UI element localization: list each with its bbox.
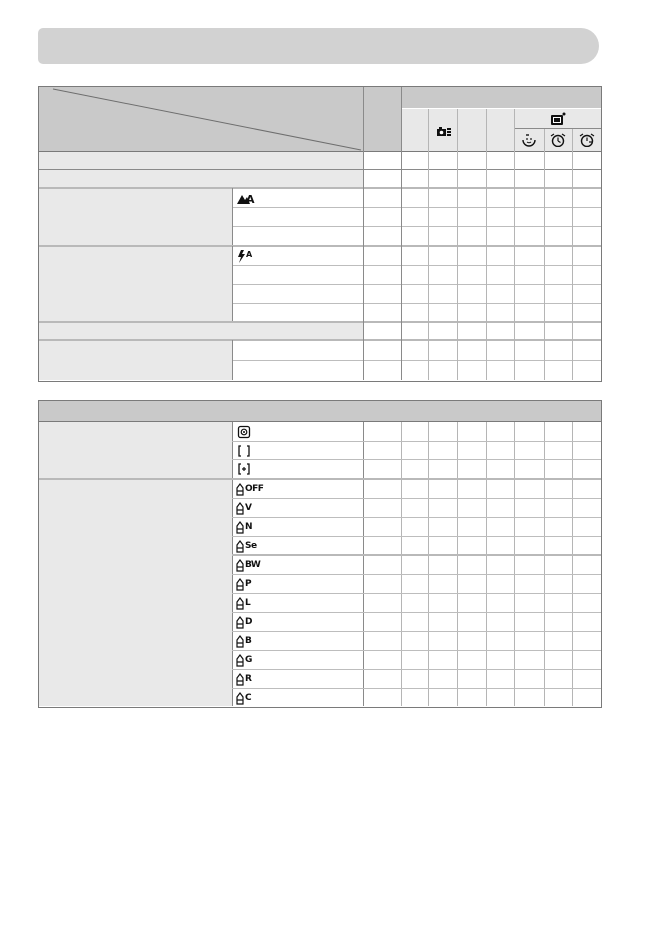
svg-text:A: A bbox=[246, 250, 253, 259]
row-label-1 bbox=[39, 152, 363, 169]
color-mode-label-text: G bbox=[245, 655, 252, 665]
header-subcol-3 bbox=[458, 109, 486, 151]
color-mode-label-text: N bbox=[245, 522, 253, 532]
face-timer-icon bbox=[520, 133, 538, 147]
color-mode-label-text: L bbox=[245, 598, 251, 608]
function-availability-table bbox=[38, 86, 602, 382]
my-colors-icon bbox=[235, 690, 251, 706]
header-diagonal bbox=[39, 87, 363, 151]
color-mode-label-text: BW bbox=[245, 560, 261, 570]
color-mode-label-text: V bbox=[245, 503, 252, 513]
header-subcol-1 bbox=[402, 109, 428, 151]
header-group-title bbox=[402, 87, 601, 108]
row-label-2 bbox=[39, 170, 363, 187]
section-header bbox=[39, 401, 601, 421]
row-label-5 bbox=[39, 323, 363, 339]
color-mode-label-text: Se bbox=[245, 541, 257, 551]
camera-stack-icon bbox=[436, 124, 452, 138]
landscape-auto-icon bbox=[236, 190, 256, 206]
flash-auto-icon bbox=[237, 248, 257, 264]
metering-color-table bbox=[38, 400, 602, 708]
evaluative-metering-icon bbox=[237, 424, 251, 440]
camera-timer-icon bbox=[550, 112, 566, 126]
color-mode-label-text: B bbox=[245, 636, 252, 646]
my-colors-icon bbox=[235, 576, 251, 592]
my-colors-icon bbox=[235, 519, 252, 535]
delay-timer-icon bbox=[549, 133, 567, 147]
color-mode-label-text: C bbox=[245, 693, 252, 703]
my-colors-icon bbox=[235, 595, 250, 611]
svg-text:A: A bbox=[246, 193, 255, 205]
my-colors-icon bbox=[235, 614, 252, 630]
color-mode-label-text: D bbox=[245, 617, 252, 627]
color-mode-label-text: R bbox=[245, 674, 252, 684]
my-colors-icon bbox=[235, 671, 251, 687]
my-colors-icon bbox=[235, 633, 251, 649]
color-mode-label bbox=[39, 480, 232, 706]
timer-group-divider bbox=[515, 128, 601, 129]
center-weighted-metering-icon bbox=[237, 443, 251, 459]
my-colors-icon bbox=[235, 500, 251, 516]
title-bar bbox=[38, 28, 599, 64]
row-label-4 bbox=[39, 247, 232, 321]
custom-timer-icon bbox=[578, 133, 596, 147]
metering-label bbox=[39, 422, 232, 478]
color-mode-label-text: P bbox=[245, 579, 252, 589]
my-colors-icon bbox=[235, 557, 260, 573]
my-colors-icon bbox=[235, 481, 263, 497]
my-colors-icon bbox=[235, 538, 257, 554]
header-mode-column bbox=[364, 87, 401, 151]
row-label-3 bbox=[39, 189, 232, 245]
header-subcol-4 bbox=[487, 109, 514, 151]
color-mode-label-text: OFF bbox=[245, 484, 264, 494]
my-colors-icon bbox=[235, 652, 252, 668]
spot-metering-icon bbox=[237, 461, 251, 477]
row-label-6 bbox=[39, 341, 232, 380]
